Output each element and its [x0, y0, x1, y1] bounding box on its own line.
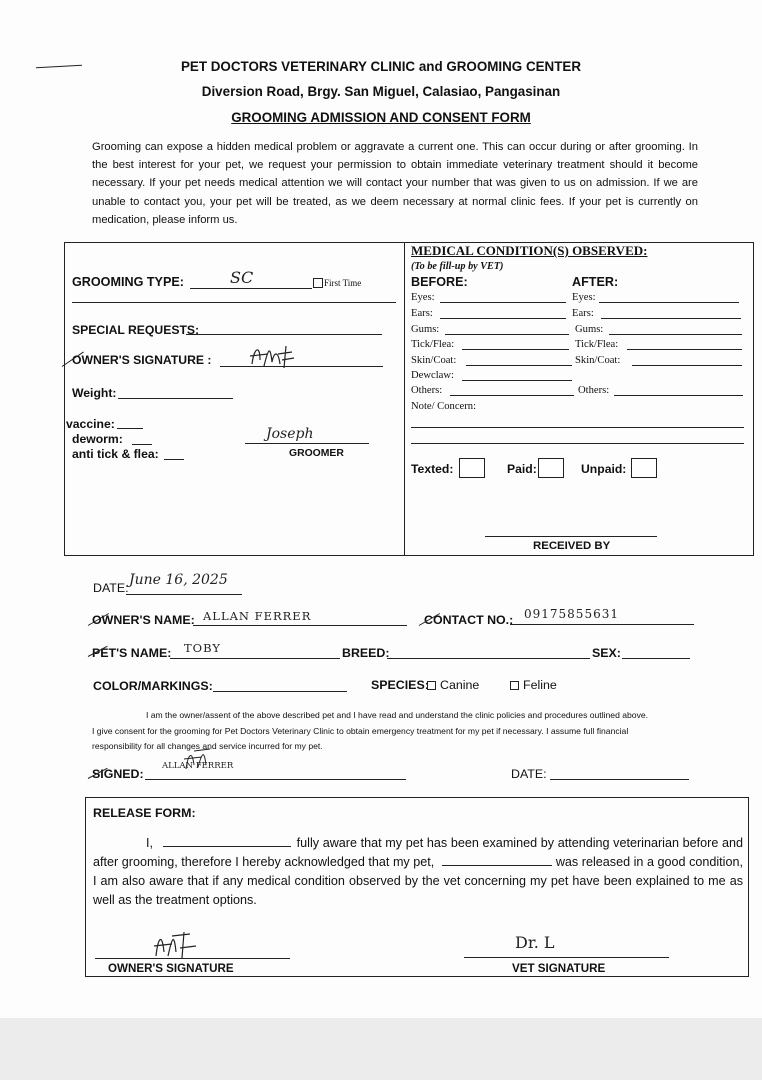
- paid-label: Paid:: [507, 462, 537, 476]
- after-skin-line[interactable]: [632, 365, 742, 366]
- contact-line: [510, 624, 694, 625]
- signed-value[interactable]: ALLAN FERRER: [162, 761, 234, 771]
- deworm-line[interactable]: [132, 444, 152, 445]
- paid-checkbox[interactable]: [538, 458, 564, 478]
- after-tick: Tick/Flea:: [575, 339, 619, 350]
- before-skin-line[interactable]: [466, 365, 572, 366]
- after-ears: Ears:: [572, 308, 594, 319]
- intro-text: Grooming can expose a hidden medical problem or aggravate a current one. This can occur during or after grooming. In the best interest for your pet, we request your permission to obtain immediate veterinary treatment should it become necessary. If your pet needs medical attention we will contact your number that was given to us on admission. If we are unable to contact you, your pet will be treated, as we deem necessary at normal clinic fees. If your pet is currently on medication, please inform us.: [92, 141, 698, 226]
- box-divider: [404, 242, 405, 555]
- intro-paragraph: [92, 138, 698, 229]
- groomer-line: [245, 443, 369, 444]
- owners-signature-label: OWNER'S SIGNATURE :: [72, 353, 212, 367]
- canine-checkbox[interactable]: [427, 681, 436, 690]
- texted-checkbox[interactable]: [459, 458, 485, 478]
- pet-name-value[interactable]: TOBY: [184, 641, 221, 655]
- release-owner-blank[interactable]: [163, 845, 291, 847]
- release-text-b: was released in a good condition, I am also aware that if any medical condition observed by the vet concerning my pet have been explained to me as well as the treatment options.: [93, 855, 743, 907]
- weight-label: Weight:: [72, 386, 117, 400]
- after-tick-line[interactable]: [627, 349, 742, 350]
- contact-value[interactable]: 09175855631: [524, 607, 619, 621]
- after-others-line[interactable]: [614, 395, 743, 396]
- signed-line: [145, 779, 406, 780]
- first-time-checkbox[interactable]: [313, 278, 323, 288]
- scan-shadow: [0, 1018, 762, 1080]
- feline-option[interactable]: [510, 678, 557, 692]
- unpaid-checkbox[interactable]: [631, 458, 657, 478]
- owner-name-label: OWNER'S NAME:: [92, 613, 195, 627]
- anti-tick-label: anti tick & flea:: [72, 447, 159, 461]
- release-title: RELEASE FORM:: [93, 806, 196, 820]
- owners-signature-line[interactable]: [220, 366, 383, 367]
- consent-date-line[interactable]: [550, 779, 689, 780]
- consent-date-label: DATE:: [511, 767, 547, 781]
- note-line-1[interactable]: [411, 427, 744, 428]
- special-requests-label: SPECIAL REQUESTS:: [72, 323, 200, 337]
- owner-name-line: [193, 625, 407, 626]
- release-pet-blank[interactable]: [442, 864, 552, 866]
- before-label: BEFORE:: [411, 275, 468, 289]
- grooming-type-value[interactable]: SC: [230, 268, 254, 287]
- pet-name-label: PET'S NAME:: [92, 646, 172, 660]
- anti-tick-line[interactable]: [164, 459, 184, 460]
- grooming-type-label: GROOMING TYPE:: [72, 275, 184, 289]
- sex-label: SEX:: [592, 646, 621, 660]
- weight-line[interactable]: [118, 398, 233, 399]
- texted-label: Texted:: [411, 462, 454, 476]
- before-dewclaw: Dewclaw:: [411, 370, 454, 381]
- vaccine-line[interactable]: [117, 428, 143, 429]
- before-dewclaw-line[interactable]: [462, 380, 572, 381]
- before-gums: Gums:: [411, 324, 440, 335]
- groomer-label: GROOMER: [289, 448, 344, 459]
- canine-label: Canine: [440, 678, 480, 692]
- owner-signature-scribble: [248, 340, 296, 372]
- before-ears: Ears:: [411, 308, 433, 319]
- after-gums-line[interactable]: [609, 334, 742, 335]
- after-eyes: Eyes:: [572, 292, 596, 303]
- received-by-label: RECEIVED BY: [533, 540, 611, 552]
- before-eyes: Eyes:: [411, 292, 435, 303]
- first-time-label: First Time: [324, 278, 362, 288]
- feline-label: Feline: [523, 678, 557, 692]
- color-line[interactable]: [213, 691, 347, 692]
- consent-line-2: I give consent for the grooming for Pet Doctors Veterinary Clinic to obtain emergency treatment for my pet if necessary. I assume full financial: [92, 725, 629, 736]
- breed-label: BREED:: [342, 646, 390, 660]
- deworm-label: deworm:: [72, 432, 123, 446]
- canine-option[interactable]: [427, 678, 479, 692]
- signed-label: SIGNED:: [92, 767, 144, 781]
- consent-line-3: responsibility for all changes and service incurred for my pet.: [92, 741, 323, 752]
- grooming-type-line: [190, 288, 312, 289]
- before-tick-line[interactable]: [462, 349, 569, 350]
- vet-signature-label: VET SIGNATURE: [512, 962, 606, 975]
- after-gums: Gums:: [575, 324, 604, 335]
- release-owner-label: OWNER'S SIGNATURE: [108, 962, 234, 975]
- signed-signature-scribble: [180, 745, 214, 775]
- release-paragraph: [93, 834, 743, 910]
- release-owner-signature-scribble: [150, 928, 200, 962]
- breed-line[interactable]: [387, 658, 590, 659]
- admission-box: [64, 242, 754, 556]
- medical-subtitle: (To be fill-up by VET): [411, 261, 504, 272]
- owner-name-value[interactable]: ALLAN FERRER: [203, 609, 312, 623]
- contact-label: CONTACT NO.:: [424, 613, 514, 627]
- received-by-line[interactable]: [485, 536, 657, 537]
- release-i: I,: [146, 836, 153, 850]
- date-line: [126, 594, 242, 595]
- date-label: DATE:: [93, 581, 129, 595]
- special-requests-line[interactable]: [186, 334, 382, 335]
- after-skin: Skin/Coat:: [575, 355, 621, 366]
- vet-signature-value[interactable]: Dr. L: [515, 933, 555, 952]
- before-others: Others:: [411, 385, 443, 396]
- release-owner-line: [95, 958, 290, 959]
- consent-line-1: I am the owner/assent of the above described pet and I have read and understand the clinic policies and procedures outlined above.: [145, 710, 649, 720]
- before-gums-line[interactable]: [445, 334, 569, 335]
- feline-checkbox[interactable]: [510, 681, 519, 690]
- before-skin: Skin/Coat:: [411, 355, 457, 366]
- before-tick: Tick/Flea:: [411, 339, 455, 350]
- before-eyes-line[interactable]: [440, 302, 566, 303]
- after-others: Others:: [578, 385, 610, 396]
- before-ears-line[interactable]: [440, 318, 566, 319]
- after-label: AFTER:: [572, 275, 619, 289]
- species-label: SPECIES:: [371, 678, 429, 692]
- before-others-line[interactable]: [450, 395, 574, 396]
- vet-signature-line: [464, 957, 669, 958]
- unpaid-label: Unpaid:: [581, 462, 627, 476]
- note-label: Note/ Concern:: [411, 401, 477, 412]
- release-text-a: fully aware that my pet has been examined by attending veterinarian before and after grooming, therefore I hereby acknowledged that my pet,: [93, 836, 744, 869]
- after-eyes-line[interactable]: [599, 302, 739, 303]
- color-label: COLOR/MARKINGS:: [93, 679, 213, 693]
- note-line-2[interactable]: [411, 443, 744, 444]
- groomer-signature[interactable]: Joseph: [266, 426, 314, 442]
- after-ears-line[interactable]: [601, 318, 741, 319]
- pet-name-line: [170, 658, 340, 659]
- clinic-address: Diversion Road, Brgy. San Miguel, Calasiao, Pangasinan: [201, 84, 561, 99]
- clinic-name: PET DOCTORS VETERINARY CLINIC and GROOMING CENTER: [180, 59, 581, 74]
- grooming-extra-line: [72, 302, 396, 303]
- form-title: GROOMING ADMISSION AND CONSENT FORM: [231, 110, 531, 125]
- medical-title: MEDICAL CONDITION(S) OBSERVED:: [411, 243, 648, 258]
- date-value[interactable]: June 16, 2025: [129, 572, 228, 588]
- sex-line[interactable]: [622, 658, 690, 659]
- vaccine-label: vaccine:: [66, 417, 115, 431]
